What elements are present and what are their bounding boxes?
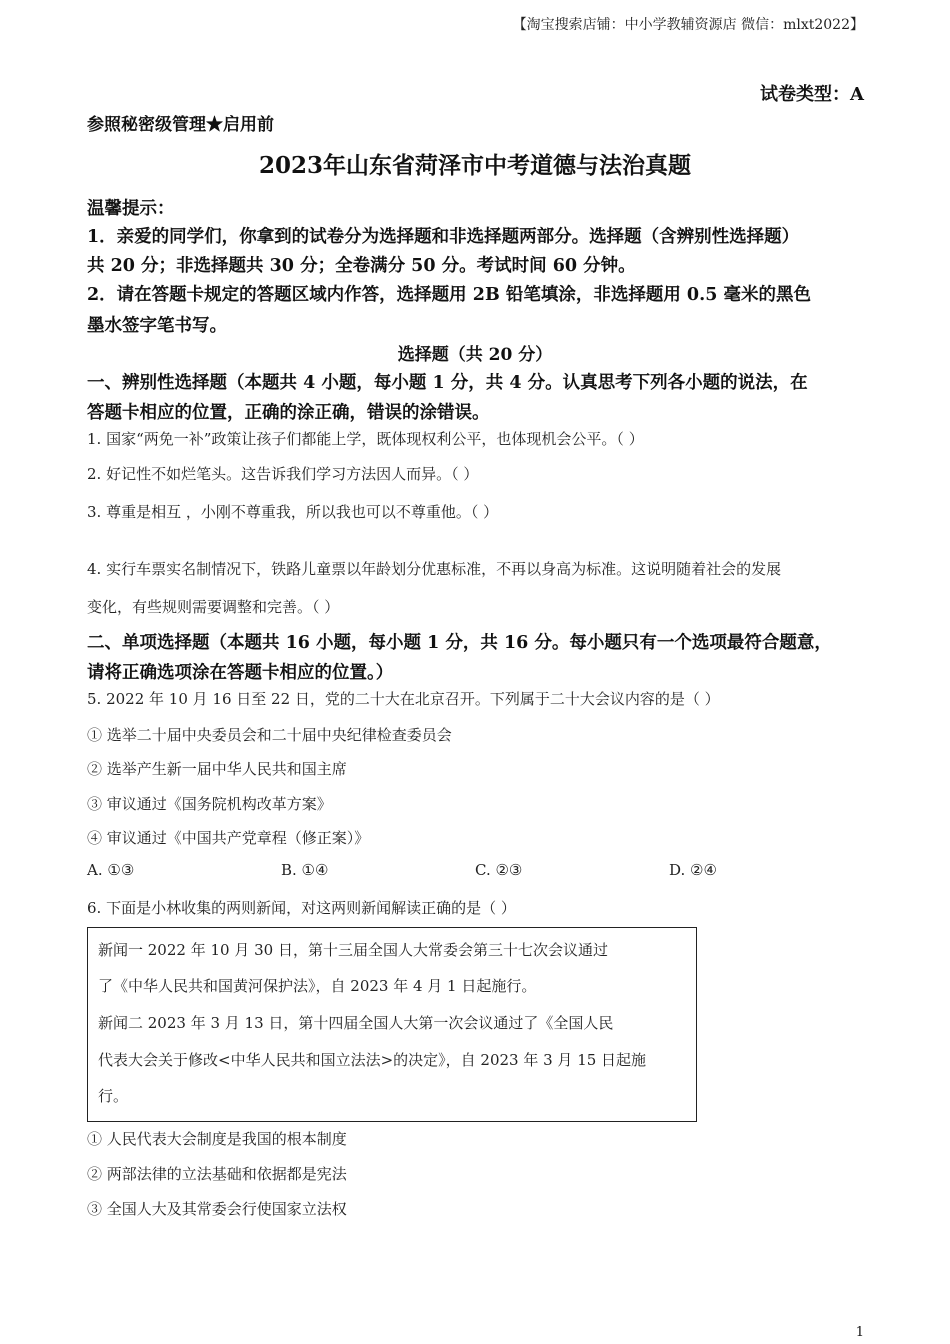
- section-choice-title: 选择题（共 20 分）: [397, 345, 553, 365]
- question-3: 3. 尊重是相互 ，小刚不尊重我，所以我也可以不尊重他。（ ）: [87, 503, 499, 521]
- part2-heading-1: 二、单项选择题（本题共 16 小题，每小题 1 分，共 16 分。每小题只有一个选项最符合题意，: [87, 633, 832, 653]
- q5-option-b: B. ①④: [281, 861, 329, 879]
- q6-statement-1: ① 人民代表大会制度是我国的根本制度: [87, 1130, 347, 1148]
- news-1-line-1: 新闻一 2022 年 10 月 30 日，第十三届全国人大常委会第三十七次会议通过: [98, 941, 608, 959]
- tips-heading: 温馨提示：: [87, 199, 175, 219]
- q5-option-c: C. ②③: [475, 861, 523, 879]
- question-6: 6. 下面是小林收集的两则新闻，对这两则新闻解读正确的是（ ）: [87, 899, 516, 917]
- news-2-line-1: 新闻二 2023 年 3 月 13 日，第十四届全国人大第一次会议通过了《全国人民: [98, 1014, 614, 1032]
- page-number: 1: [855, 1325, 864, 1340]
- q5-statement-1: ① 选举二十届中央委员会和二十届中央纪律检查委员会: [87, 726, 452, 744]
- q6-statement-2: ② 两部法律的立法基础和依据都是宪法: [87, 1165, 347, 1183]
- q6-statement-3: ③ 全国人大及其常委会行使国家立法权: [87, 1200, 347, 1218]
- tips-line-4: 墨水签字笔书写。: [87, 316, 227, 336]
- page-title: 2023年山东省菏泽市中考道德与法治真题: [258, 152, 691, 179]
- q5-statement-3: ③ 审议通过《国务院机构改革方案》: [87, 795, 332, 813]
- question-4-line-2: 变化，有些规则需要调整和完善。（ ）: [87, 598, 340, 616]
- tips-line-2: 共 20 分；非选择题共 30 分；全卷满分 50 分。考试时间 60 分钟。: [87, 256, 636, 276]
- part1-heading-1: 一、辨别性选择题（本题共 4 小题，每小题 1 分，共 4 分。认真思考下列各小题的说法，在: [87, 373, 808, 393]
- paper-type: 试卷类型：A: [760, 84, 864, 105]
- part1-heading-2: 答题卡相应的位置，正确的涂正确，错误的涂错误。: [87, 403, 490, 423]
- question-5: 5. 2022 年 10 月 16 日至 22 日，党的二十大在北京召开。下列属于二十大会议内容的是（ ）: [87, 690, 720, 708]
- question-1: 1. 国家“两免一补”政策让孩子们都能上学，既体现权利公平，也体现机会公平。（ ）: [87, 430, 644, 448]
- news-1-line-2: 了《中华人民共和国黄河保护法》，自 2023 年 4 月 1 日起施行。: [98, 977, 537, 995]
- q5-statement-2: ② 选举产生新一届中华人民共和国主席: [87, 760, 347, 778]
- secret-level: 参照秘密级管理★启用前: [87, 115, 274, 135]
- q5-option-d: D. ②④: [669, 861, 717, 879]
- tips-line-3: 2．请在答题卡规定的答题区域内作答，选择题用 2B 铅笔填涂，非选择题用 0.5 毫米的黑色: [87, 285, 811, 305]
- question-4-line-1: 4. 实行车票实名制情况下，铁路儿童票以年龄划分优惠标准，不再以身高为标准。这说明随着社会的发展: [87, 560, 782, 578]
- q5-statement-4: ④ 审议通过《中国共产党章程（修正案）》: [87, 829, 370, 847]
- news-2-line-3: 行。: [98, 1087, 129, 1105]
- news-box: [87, 927, 697, 1122]
- part2-heading-2: 请将正确选项涂在答题卡相应的位置。）: [87, 663, 394, 683]
- question-2: 2. 好记性不如烂笔头。这告诉我们学习方法因人而异。（ ）: [87, 465, 479, 483]
- news-2-line-2: 代表大会关于修改<中华人民共和国立法法>的决定》，自 2023 年 3 月 15 日起施: [98, 1051, 647, 1069]
- top-note: 【淘宝搜索店铺：中小学教辅资源店 微信：mlxt2022】: [512, 17, 864, 33]
- tips-line-1: 1．亲爱的同学们，你拿到的试卷分为选择题和非选择题两部分。选择题（含辨别性选择题）: [87, 227, 800, 247]
- q5-option-a: A. ①③: [87, 861, 135, 879]
